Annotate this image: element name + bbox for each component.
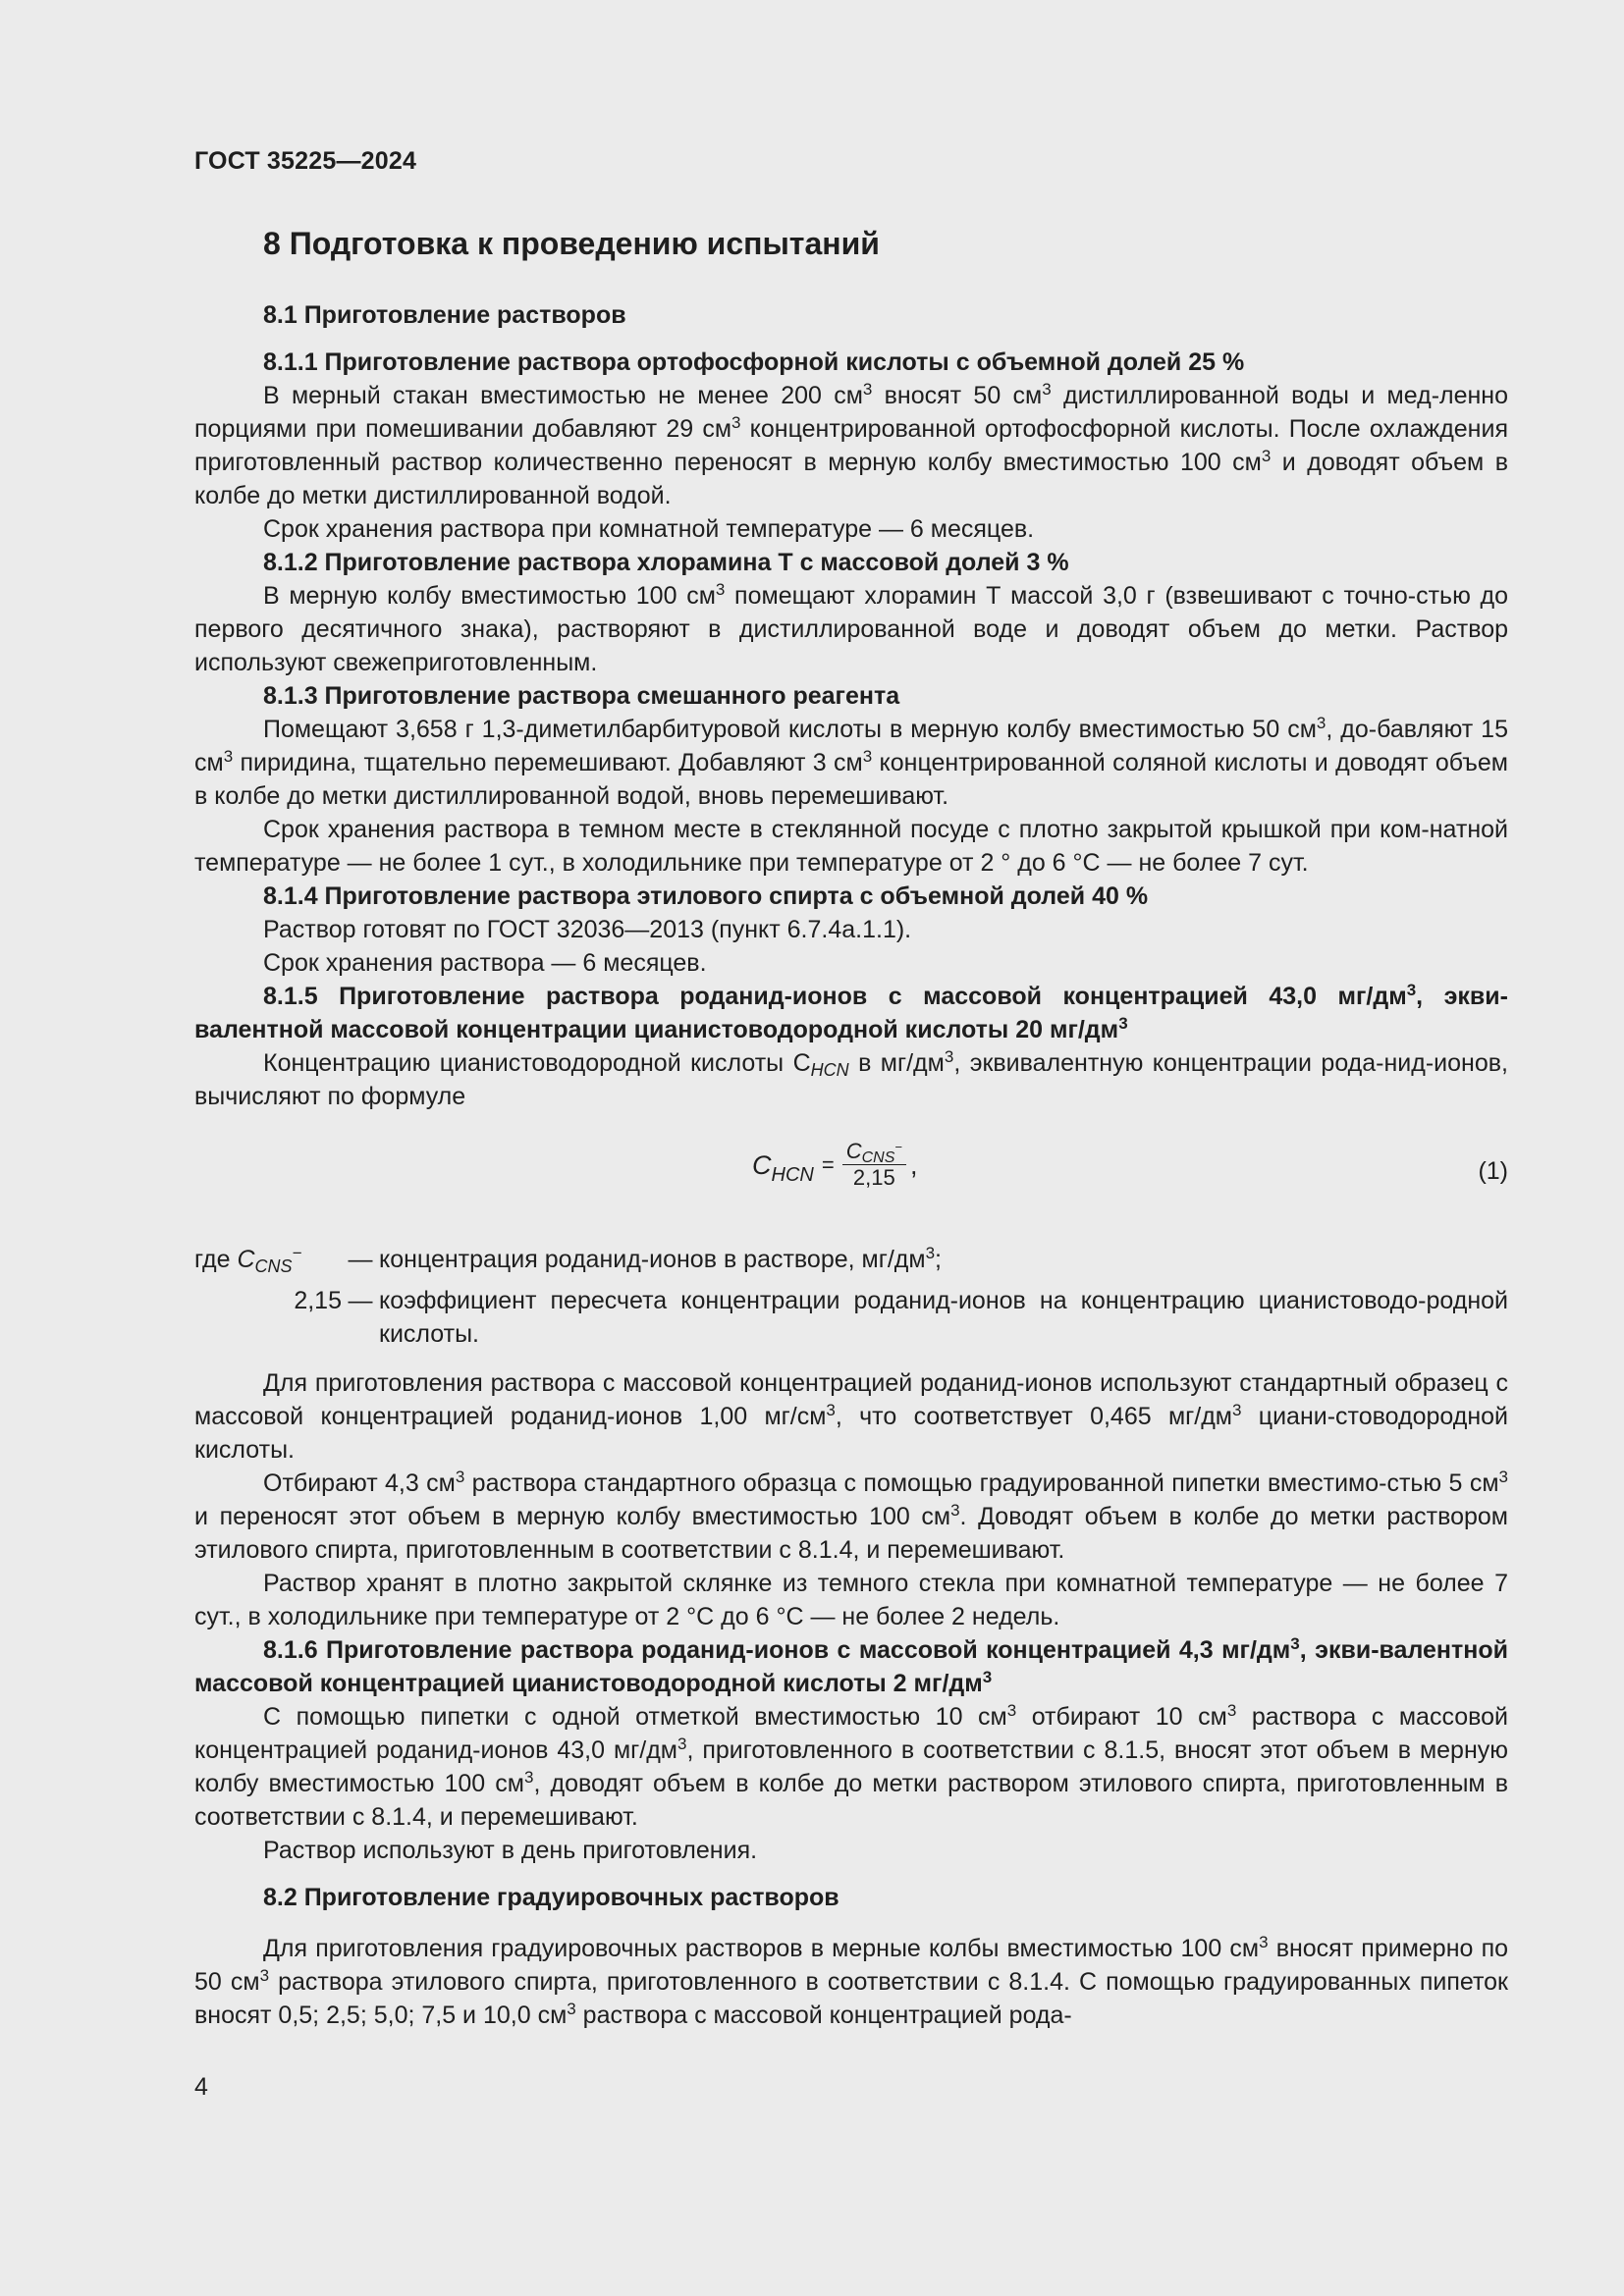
section-8-2-paragraph-1: Для приготовления градуировочных растворов в мерные колбы вместимостью 100 $см^3$ вносят примерно по 50 $см^3$ раствора этилового спирта, приготовленного в соответствии с 8.1.4. С помощью градуированных пипеток вносят 0,5; 2,5; 5,0; 7,5 и 10,0 $см^3$ раствора с массовой концентрацией рода-: [194, 1933, 1509, 2029]
legend-row-1: [194, 1243, 1508, 1276]
page-content: [194, 224, 1508, 2032]
legend-dash-1: —: [348, 1246, 373, 1273]
section-8-1-5-paragraph-2: Отбирают 4,3 $см^3$ раствора стандартного образца с помощью градуированной пипетки вместимо-стью 5 $см^3$ и переносят этот объем в мерную колбу вместимостью 100 $см^3$. Доводят объем в колбе до метки раствором этилового спирта, приготовленным в соответствии с 8.1.4, и перемешивают.: [194, 1468, 1508, 1564]
legend-symbol-2: 2,15: [294, 1287, 342, 1314]
section-8-1-5-intro: Концентрацию цианистоводородной кислоты $С_{HCN}$ в $мг/дм^3$, эквивалентную концентрации рода-нид-ионов, вычисляют по формуле: [194, 1047, 1508, 1110]
section-8-1-3-paragraph-1: Помещают 3,658 г 1,3-диметилбарбитуровой кислоты в мерную колбу вместимостью 50 $см^3$, до-бавляют 15 $см^3$ пиридина, тщательно перемешивают. Добавляют 3 $см^3$ концентрированной соляной кислоты и доводят объем в колбе до метки дистиллированной водой, вновь перемешивают.: [194, 714, 1508, 810]
section-8-1-4-paragraph-2: Срок хранения раствора — 6 месяцев.: [263, 949, 707, 977]
legend-row-2: [194, 1284, 1508, 1351]
section-8-1-1-paragraph-1: В мерный стакан вместимостью не менее 200 $см^3$ вносят 50 $см^3$ дистиллированной воды и мед-ленно порциями при помешивании добавляют 29 $см^3$ концентрированной ортофосфорной кислоты. После охлаждения приготовленный раствор количественно переносят в мерную колбу вместимостью 100 $см^3$ и доводят объем в колбе до метки дистиллированной водой.: [194, 380, 1509, 509]
section-8-1-1-paragraph-2: Срок хранения раствора при комнатной температуре — 6 месяцев.: [263, 515, 1035, 543]
formula-1: [194, 1135, 1508, 1213]
section-8-1-5-paragraph-3: Раствор хранят в плотно закрытой склянке из темного стекла при комнатной температуре — не более 7 сут., в холодильнике при температуре от 2 °С до 6 °С — не более 2 недель.: [194, 1570, 1508, 1630]
section-8-1-5-paragraph-1: Для приготовления раствора с массовой концентрацией роданид-ионов используют стандартный образец с массовой концентрацией роданид-ионов 1,00 $мг/см^3$, что соответствует 0,465 $мг/дм^3$ циани-стоводородной кислоты.: [194, 1369, 1509, 1464]
section-8-1-6-title: 8.1.6 Приготовление раствора роданид-ионов с массовой концентрацией 4,3 $мг/дм^3$, экви-валентной массовой концентрацией цианистоводородной кислоты 2 $мг/дм^3$: [194, 1634, 1508, 1697]
document-header: ГОСТ 35225—2024: [194, 147, 417, 175]
section-8-title: 8 Подготовка к проведению испытаний: [263, 226, 880, 261]
page-number: 4: [194, 2073, 208, 2101]
section-8-1-5-title: 8.1.5 Приготовление раствора роданид-ионов с массовой концентрацией 43,0 $мг/дм^3$, экви-валентной массовой концентрации цианистоводородной кислоты 20 $мг/дм^3$: [194, 981, 1508, 1043]
formula-fraction: [842, 1139, 906, 1191]
formula-denominator: 2,15: [852, 1165, 895, 1190]
section-8-1-title: 8.1 Приготовление растворов: [263, 301, 626, 329]
legend-text-2: коэффициент пересчета концентрации роданид-ионов на концентрацию цианистоводо-родной кислоты.: [379, 1287, 1508, 1348]
section-8-1-2-paragraph-1: В мерную колбу вместимостью 100 $см^3$ помещают хлорамин Т массой 3,0 г (взвешивают с точно-стью до первого десятичного знака), растворяют в дистиллированной воде и доводят объем до метки. Раствор используют свежеприготовленным.: [194, 580, 1509, 676]
section-8-1-4-title: 8.1.4 Приготовление раствора этилового спирта с объемной долей 40 %: [263, 882, 1149, 910]
section-8-1-6-paragraph-1: С помощью пипетки с одной отметкой вместимостью 10 $см^3$ отбирают 10 $см^3$ раствора с массовой концентрацией роданид-ионов 43,0 $мг/дм^3$, приготовленного в соответствии с 8.1.5, вносят этот объем в мерную колбу вместимостью 100 $см^3$, доводят объем в колбе до метки раствором этилового спирта, приготовленным в соответствии с 8.1.4, и перемешивают.: [194, 1701, 1509, 1831]
formula-expression: [752, 1139, 917, 1191]
legend-dash-2: —: [348, 1287, 373, 1314]
formula-tail: ,: [909, 1149, 918, 1180]
section-8-1-4-paragraph-1: Раствор готовят по ГОСТ 32036—2013 (пункт 6.7.4а.1.1).: [263, 916, 912, 943]
section-8-1-3-paragraph-2: Срок хранения раствора в темном месте в стеклянной посуде с плотно закрытой крышкой при ком-натной температуре — не более 1 сут., в холодильнике при температуре от 2 ° до 6 °С — не более 7 сут.: [194, 816, 1508, 877]
formula-equals: =: [821, 1151, 835, 1177]
formula-lhs: $С_{HCN}$: [752, 1149, 814, 1186]
section-8-1-3-title: 8.1.3 Приготовление раствора смешанного реагента: [263, 682, 900, 710]
section-8-1-2-title: 8.1.2 Приготовление раствора хлорамина Т с массовой долей 3 %: [263, 549, 1069, 576]
formula-numerator: $С_{CNS}^-$: [842, 1139, 906, 1165]
section-8-2-title: 8.2 Приготовление градуировочных растворов: [263, 1884, 839, 1911]
section-8-1-1-title: 8.1.1 Приготовление раствора ортофосфорной кислоты с объемной долей 25 %: [263, 348, 1245, 376]
legend-text-1: концентрация роданид-ионов в растворе, $мг/дм^3$;: [379, 1244, 942, 1273]
formula-legend: [194, 1243, 1508, 1351]
legend-symbol-1: где $С_{CNS}^-$: [194, 1244, 302, 1276]
section-8-1-6-paragraph-2: Раствор используют в день приготовления.: [263, 1837, 758, 1864]
formula-number: (1): [1478, 1157, 1508, 1185]
